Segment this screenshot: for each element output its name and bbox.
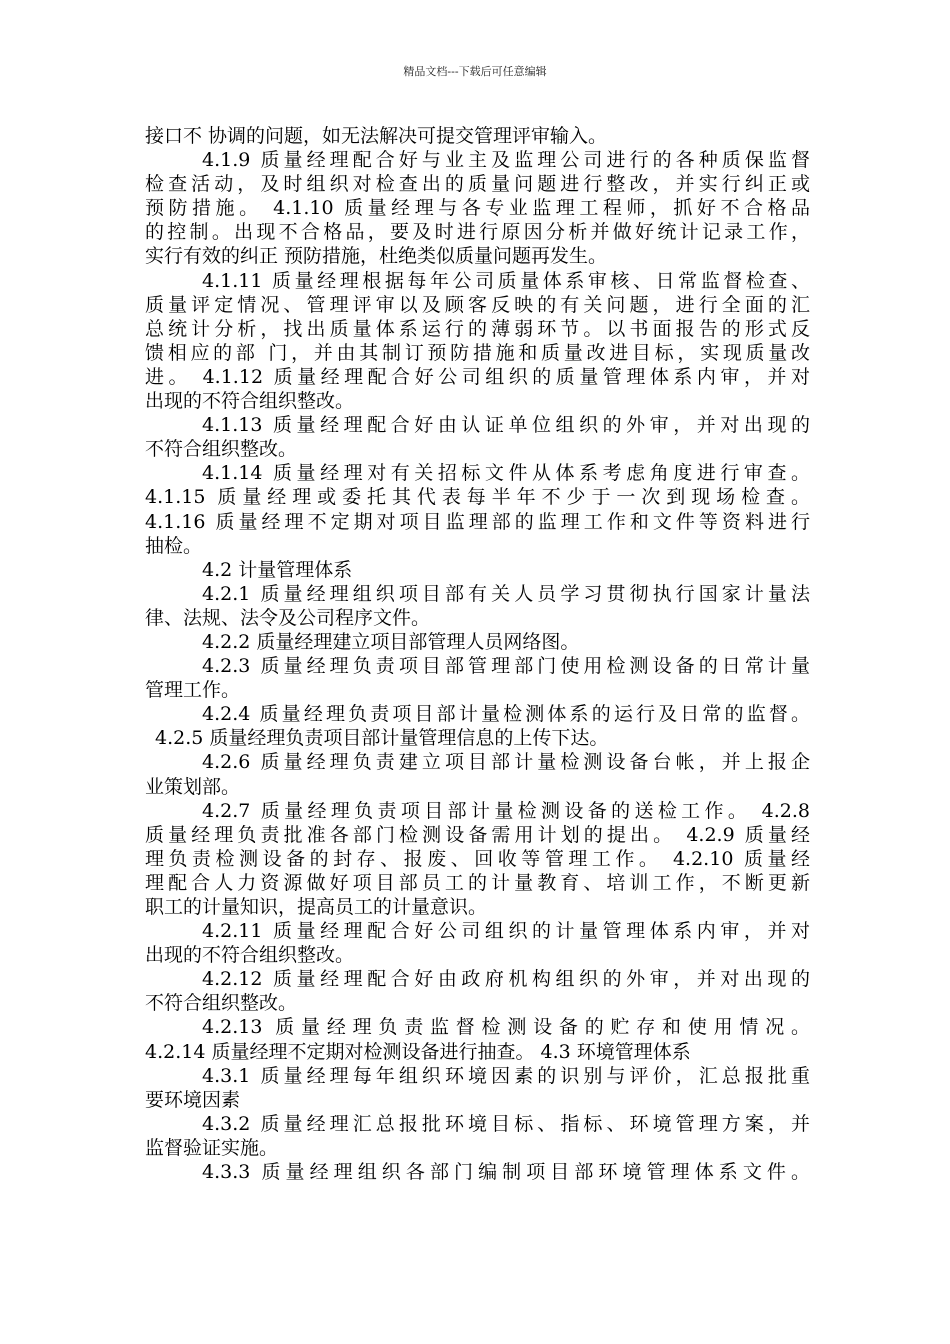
text-line: 4.1.9 质量经理配合好与业主及监理公司进行的各种质保监督: [202, 149, 810, 172]
text-line: 总统计分析，找出质量体系运行的薄弱环节。以书面报告的形式反: [145, 317, 810, 340]
text-line: 4.2.5 质量经理负责项目部计量管理信息的上传下达。: [155, 727, 609, 750]
text-line: 4.2.13 质量经理负责监督检测设备的贮存和使用情况。: [202, 1016, 810, 1039]
text-line: 质量经理负责批准各部门检测设备需用计划的提出。 4.2.9 质量经: [145, 823, 810, 846]
text-line: 4.1.15 质量经理或委托其代表每半年不少于一次到现场检查。: [145, 486, 810, 509]
text-line: 不符合组织整改。: [145, 438, 298, 461]
text-line: 4.1.11 质量经理根据每年公司质量体系审核、日常监督检查、: [202, 269, 810, 292]
text-line: 质量评定情况、管理评审以及顾客反映的有关问题，进行全面的汇: [145, 293, 810, 316]
text-line: 实行有效的纠正 预防措施，杜绝类似质量问题再发生。: [145, 245, 608, 268]
text-line: 4.1.14 质量经理对有关招标文件从体系考虑角度进行审查。: [202, 462, 810, 485]
document-body: [145, 124, 810, 1184]
text-line: 管理工作。: [145, 679, 241, 702]
text-line: 律、法规、法令及公司程序文件。: [145, 606, 431, 629]
section-heading: 4.2 计量管理体系: [202, 558, 353, 581]
text-line: 4.2.6 质量经理负责建立项目部计量检测设备台帐，并上报企: [202, 751, 810, 774]
text-line: 不符合组织整改。: [145, 992, 298, 1015]
text-line: 业策划部。: [145, 775, 241, 798]
text-line: 4.1.16 质量经理不定期对项目监理部的监理工作和文件等资料进行: [145, 510, 810, 533]
text-line: 4.2.4 质量经理负责项目部计量检测体系的运行及日常的监督。: [202, 703, 810, 726]
text-line: 4.3.2 质量经理汇总报批环境目标、指标、环境管理方案，并: [202, 1112, 810, 1135]
text-line: 预防措施。 4.1.10 质量经理与各专业监理工程师，抓好不合格品: [145, 197, 810, 220]
text-line: 接口不 协调的问题，如无法解决可提交管理评审输入。: [145, 125, 608, 147]
text-line: 要环境因素: [145, 1088, 241, 1111]
text-line: 4.2.3 质量经理负责项目部管理部门使用检测设备的日常计量: [202, 655, 810, 678]
text-line: 4.2.11 质量经理配合好公司组织的计量管理体系内审，并对: [202, 920, 810, 943]
text-line: 4.2.1 质量经理组织项目部有关人员学习贯彻执行国家计量法: [202, 582, 810, 605]
text-line: 出现的不符合组织整改。: [145, 390, 355, 413]
text-line: 的控制。出现不合格品，要及时进行原因分析并做好统计记录工作，: [145, 221, 810, 244]
text-line: 检查活动，及时组织对检查出的质量问题进行整改，并实行纠正或: [145, 173, 810, 196]
text-line: 4.1.13 质量经理配合好由认证单位组织的外审，并对出现的: [202, 414, 810, 437]
text-line: 4.2.14 质量经理不定期对检测设备进行抽查。 4.3 环境管理体系: [145, 1040, 691, 1063]
text-line: 4.3.3 质量经理组织各部门编制项目部环境管理体系文件。: [202, 1161, 810, 1184]
text-line: 4.2.12 质量经理配合好由政府机构组织的外审，并对出现的: [202, 968, 810, 991]
text-line: 职工的计量知识，提高员工的计量意识。: [145, 896, 488, 918]
text-line: 4.2.7 质量经理负责项目部计量检测设备的送检工作。 4.2.8: [202, 799, 810, 822]
text-line: 理负责检测设备的封存、报废、回收等管理工作。 4.2.10 质量经: [145, 847, 810, 870]
page-header: 精品文档---下载后可任意编辑: [403, 65, 547, 78]
text-line: 4.3.1 质量经理每年组织环境因素的识别与评价，汇总报批重: [202, 1064, 810, 1087]
text-line: 理配合人力资源做好项目部员工的计量教育、培训工作，不断更新: [145, 871, 810, 894]
text-line: 抽检。: [145, 534, 203, 557]
text-line: 馈相应的部 门，并由其制订预防措施和质量改进目标，实现质量改: [145, 341, 810, 364]
text-line: 进。 4.1.12 质量经理配合好公司组织的质量管理体系内审，并对: [145, 365, 810, 388]
text-line: 出现的不符合组织整改。: [145, 944, 355, 967]
text-line: 4.2.2 质量经理建立项目部管理人员网络图。: [202, 630, 580, 653]
text-line: 监督验证实施。: [145, 1136, 279, 1159]
